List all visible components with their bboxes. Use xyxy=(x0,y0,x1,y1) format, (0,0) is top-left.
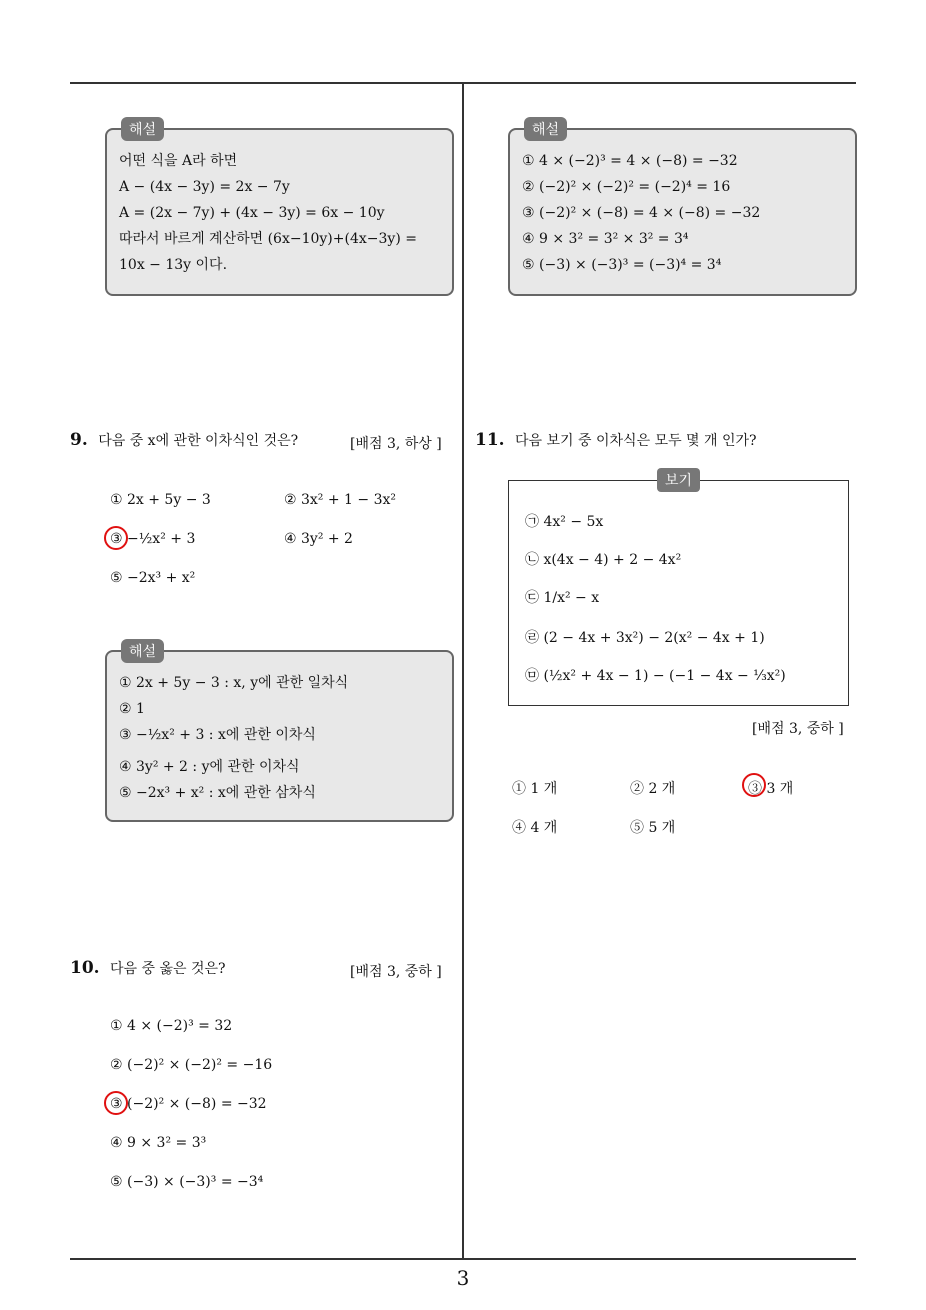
solution-line: A = (2x − 7y) + (4x − 3y) = 6x − 10y xyxy=(119,205,385,221)
solution-line: ⑤ −2x³ + x² : x에 관한 삼차식 xyxy=(119,785,316,801)
option-5[interactable]: ⑤ (−3) × (−3)³ = −3⁴ xyxy=(110,1174,264,1190)
column-divider xyxy=(462,83,464,1259)
option-2[interactable]: ② (−2)² × (−2)² = −16 xyxy=(110,1057,273,1073)
question-10 xyxy=(70,958,226,978)
option-3[interactable]: ③ 3 개 xyxy=(748,781,794,797)
question-number: 11. xyxy=(475,430,505,450)
option-4[interactable]: ④ 9 × 3² = 3³ xyxy=(110,1135,207,1151)
option-4[interactable]: ④ 3y² + 2 xyxy=(284,531,353,547)
solution-box-q8 xyxy=(105,122,454,296)
question-text: 다음 중 x에 관한 이차식인 것은? xyxy=(98,433,299,449)
option-5[interactable]: ⑤ 5 개 xyxy=(630,820,676,836)
bottom-rule xyxy=(70,1258,856,1260)
answer-circle-mark xyxy=(104,526,128,550)
solution-line: A − (4x − 3y) = 2x − 7y xyxy=(119,179,290,195)
solution-line: ② 1 xyxy=(119,701,145,717)
solution-box-q9 xyxy=(105,644,454,822)
solution-line: ③ (−2)² × (−8) = 4 × (−8) = −32 xyxy=(522,205,761,221)
option-5[interactable]: ⑤ −2x³ + x² xyxy=(110,570,196,586)
question-score: [배점 3, 중하 ] xyxy=(350,964,442,980)
solution-line: ① 4 × (−2)³ = 4 × (−8) = −32 xyxy=(522,153,738,169)
option-1[interactable]: ① 2x + 5y − 3 xyxy=(110,492,211,508)
question-text: 다음 중 옳은 것은? xyxy=(110,961,226,977)
solution-label: 해설 xyxy=(121,117,164,141)
page-number: 3 xyxy=(456,1266,470,1290)
question-score: [배점 3, 중하 ] xyxy=(752,721,844,737)
solution-line: ② (−2)² × (−2)² = (−2)⁴ = 16 xyxy=(522,179,731,195)
solution-line: 어떤 식을 A라 하면 xyxy=(119,153,238,169)
solution-line: ① 2x + 5y − 3 : x, y에 관한 일차식 xyxy=(119,675,349,691)
question-11 xyxy=(475,430,757,450)
option-1[interactable]: ① 4 × (−2)³ = 32 xyxy=(110,1018,233,1034)
solution-box-r1 xyxy=(508,122,857,296)
bogi-label: 보기 xyxy=(657,468,700,492)
question-number: 10. xyxy=(70,958,100,978)
question-9 xyxy=(70,430,298,450)
option-2[interactable]: ② 3x² + 1 − 3x² xyxy=(284,492,396,508)
bogi-item: ㉢ 1/x² − x xyxy=(525,590,600,606)
option-4[interactable]: ④ 4 개 xyxy=(512,820,558,836)
solution-line: ④ 3y² + 2 : y에 관한 이차식 xyxy=(119,759,300,775)
answer-circle-mark xyxy=(104,1091,128,1115)
solution-line: ③ −½x² + 3 : x에 관한 이차식 xyxy=(119,727,316,743)
solution-label: 해설 xyxy=(524,117,567,141)
solution-line: ④ 9 × 3² = 3² × 3² = 3⁴ xyxy=(522,231,689,247)
bogi-box xyxy=(508,473,849,706)
answer-circle-mark xyxy=(742,773,766,797)
option-3[interactable]: ③ (−2)² × (−8) = −32 xyxy=(110,1096,267,1112)
bogi-item: ㉡ x(4x − 4) + 2 − 4x² xyxy=(525,552,682,568)
option-2[interactable]: ② 2 개 xyxy=(630,781,676,797)
solution-line: 10x − 13y 이다. xyxy=(119,257,228,273)
option-3[interactable]: ③ −½x² + 3 xyxy=(110,531,196,547)
option-1[interactable]: ① 1 개 xyxy=(512,781,558,797)
solution-label: 해설 xyxy=(121,639,164,663)
question-text: 다음 보기 중 이차식은 모두 몇 개 인가? xyxy=(515,433,757,449)
solution-line: 따라서 바르게 계산하면 (6x−10y)+(4x−3y) = xyxy=(119,231,417,247)
solution-line: ⑤ (−3) × (−3)³ = (−3)⁴ = 3⁴ xyxy=(522,257,722,273)
question-number: 9. xyxy=(70,430,88,450)
bogi-item: ㉤ (½x² + 4x − 1) − (−1 − 4x − ⅓x²) xyxy=(525,668,786,684)
bogi-item: ㉠ 4x² − 5x xyxy=(525,514,604,530)
bogi-item: ㉣ (2 − 4x + 3x²) − 2(x² − 4x + 1) xyxy=(525,630,765,646)
question-score: [배점 3, 하상 ] xyxy=(350,436,442,452)
